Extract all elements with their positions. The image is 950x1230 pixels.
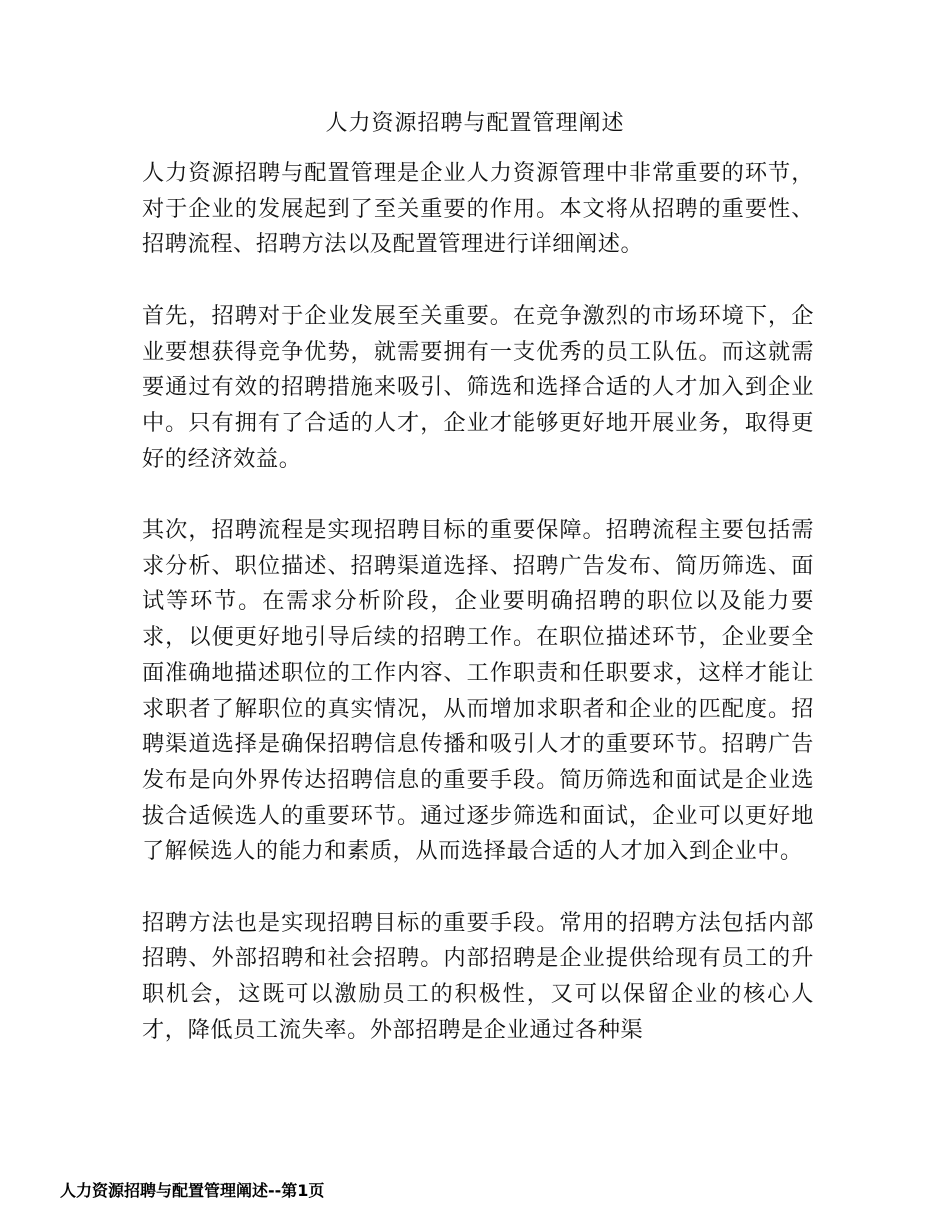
paragraph-importance: 首先，招聘对于企业发展至关重要。在竞争激烈的市场环境下，企业要想获得竞争优势，就需要拥有一支优秀的员工队伍。而这就需要通过有效的招聘措施来吸引、筛选和选择合适的人才加入到企业中。只有拥有了合适的人才，企业才能够更好地开展业务，取得更好的经济效益。: [142, 302, 814, 472]
document-body: [142, 156, 814, 1084]
paragraph-intro: 人力资源招聘与配置管理是企业人力资源管理中非常重要的环节，对于企业的发展起到了至关重要的作用。本文将从招聘的重要性、招聘流程、招聘方法以及配置管理进行详细阐述。: [142, 160, 814, 258]
page-footer: 人力资源招聘与配置管理阐述--第1页: [60, 1181, 325, 1200]
paragraph-methods: 招聘方法也是实现招聘目标的重要手段。常用的招聘方法包括内部招聘、外部招聘和社会招聘。内部招聘是企业提供给现有员工的升职机会，这既可以激励员工的积极性，又可以保留企业的核心人才，降低员工流失率。外部招聘是企业通过各种渠: [142, 909, 814, 1043]
paragraph-process: 其次，招聘流程是实现招聘目标的重要保障。招聘流程主要包括需求分析、职位描述、招聘渠道选择、招聘广告发布、简历筛选、面试等环节。在需求分析阶段，企业要明确招聘的职位以及能力要求，以便更好地引导后续的招聘工作。在职位描述环节，企业要全面准确地描述职位的工作内容、工作职责和任职要求，这样才能让求职者了解职位的真实情况，从而增加求职者和企业的匹配度。招聘渠道选择是确保招聘信息传播和吸引人才的重要环节。招聘广告发布是向外界传达招聘信息的重要手段。简历筛选和面试是企业选拔合适候选人的重要环节。通过逐步筛选和面试，企业可以更好地了解候选人的能力和素质，从而选择最合适的人才加入到企业中。: [142, 517, 814, 865]
document-title: 人力资源招聘与配置管理阐述: [325, 111, 625, 136]
